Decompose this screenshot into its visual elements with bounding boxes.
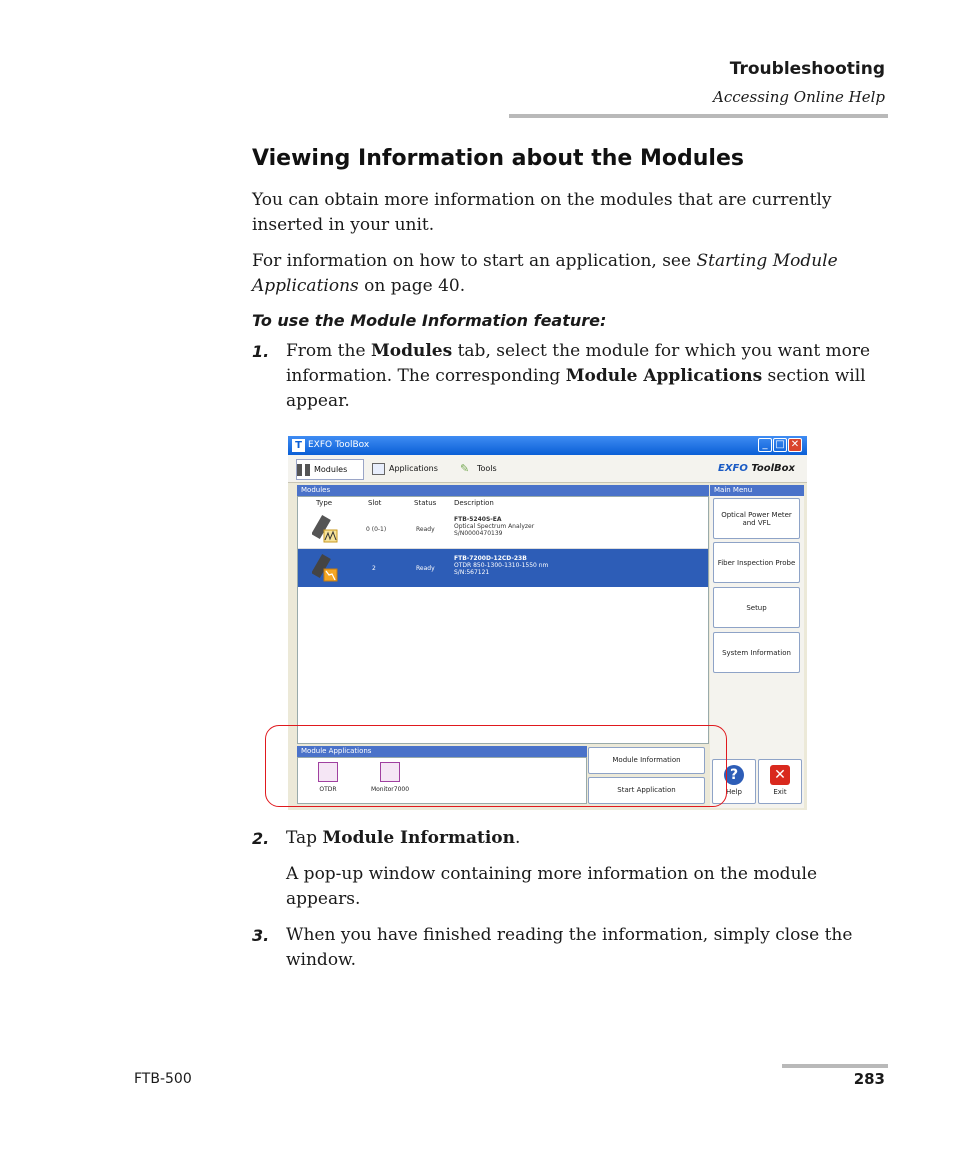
row-1-model: FTB-5240S-EA [454,516,502,523]
row-2-slot: 2 [372,565,376,572]
modules-table [297,496,709,744]
step-1-post: section will appear. [286,366,866,411]
page-number: 283 [853,1070,885,1088]
close-icon[interactable]: ✕ [788,438,802,452]
tools-icon: ✎ [460,461,470,475]
system-information-button[interactable]: System Information [713,632,800,673]
brand-exfo: EXFO [718,463,748,474]
step-3-text: When you have finished reading the information, simply close the window. [286,925,853,970]
module-information-button[interactable]: Module Information [588,747,705,774]
app-icon: T [292,439,305,452]
minimize-icon[interactable]: _ [758,438,772,452]
help-icon: ? [724,765,744,785]
step-1-bold2: Module Applications [565,366,763,386]
exit-icon: ✕ [770,765,790,785]
col-slot: Slot [368,499,382,507]
step-2-text [286,826,871,851]
window-titlebar [288,436,807,455]
procedure-title: To use the Module Information feature: [252,311,607,330]
fiber-inspection-probe-button[interactable]: Fiber Inspection Probe [713,542,800,583]
step-1-bold1: Modules [370,341,453,361]
footer-product: FTB-500 [134,1071,192,1087]
tab-modules[interactable] [296,459,364,480]
row-1-status: Ready [416,526,435,533]
tab-modules-label: Modules [314,465,348,474]
step-1-mid: tab, select the module for which you want more information. The corresponding [286,341,871,386]
module-row[interactable] [298,510,708,549]
col-type: Type [316,499,333,507]
step-2-detail: A pop-up window containing more information on the module appears. [286,864,818,909]
modules-icon [297,464,310,476]
row-2-model: FTB-7200D-12CD-23B [454,555,527,562]
section-subtitle: Accessing Online Help [713,88,885,106]
setup-button[interactable]: Setup [713,587,800,628]
help-label: Help [726,788,742,796]
step-2-number: 2. [252,829,270,848]
step-2-post: . [514,828,521,848]
optical-power-meter-button[interactable]: Optical Power Meter and VFL [713,498,800,539]
col-status: Status [414,499,437,507]
start-application-button[interactable]: Start Application [588,777,705,804]
page-heading: Viewing Information about the Modules [252,146,744,171]
tab-tools-label: Tools [477,464,497,473]
row-1-description [454,516,534,537]
module-row-selected[interactable] [298,549,708,587]
step-1-text [286,339,871,414]
chapter-title: Troubleshooting [729,59,885,79]
step-1-pre: From the [286,341,371,361]
header-rule [509,114,888,118]
window-title: EXFO ToolBox [308,440,370,450]
row-1-line3: S/N0000470139 [454,530,503,537]
step-1-number: 1. [252,342,270,361]
ref-pre: For information on how to start an application, see [252,251,697,271]
ref-post: on page 40. [358,276,466,296]
tab-tools[interactable] [460,459,506,478]
monitor7000-app-label: Monitor7000 [370,786,410,793]
row-2-line2: OTDR 850-1300-1310-1550 nm [454,562,549,569]
row-1-slot: 0 (0-1) [366,526,387,533]
applications-icon [372,463,385,475]
footer-rule [782,1064,888,1068]
highlight-callout [265,725,727,807]
step-2-pre: Tap [286,828,323,848]
row-1-line2: Optical Spectrum Analyzer [454,523,535,530]
row-2-line3: S/N:567121 [454,569,490,576]
row-2-description [454,555,548,576]
maximize-icon[interactable]: □ [773,438,787,452]
module-applications-header: Module Applications [297,746,587,757]
row-2-status: Ready [416,565,435,572]
otdr-module-icon [312,553,338,583]
col-description: Description [454,499,494,507]
tab-applications[interactable] [372,459,444,478]
ref-link: Starting Module Applications [252,251,838,296]
step-2-bold: Module Information [322,828,515,848]
otdr-app-label: OTDR [319,786,337,793]
main-menu-header: Main Menu [710,485,804,496]
tab-applications-label: Applications [389,464,438,473]
brand-toolbox: ToolBox [747,463,795,474]
osa-module-icon [312,514,338,544]
exit-label: Exit [773,788,787,796]
modules-panel-header: Modules [297,485,709,496]
reference-paragraph [252,249,852,299]
exit-button[interactable] [758,759,802,804]
brand-logo [718,463,795,474]
intro-paragraph: You can obtain more information on the modules that are currently inserted in your unit. [252,190,832,235]
step-3-number: 3. [252,926,270,945]
